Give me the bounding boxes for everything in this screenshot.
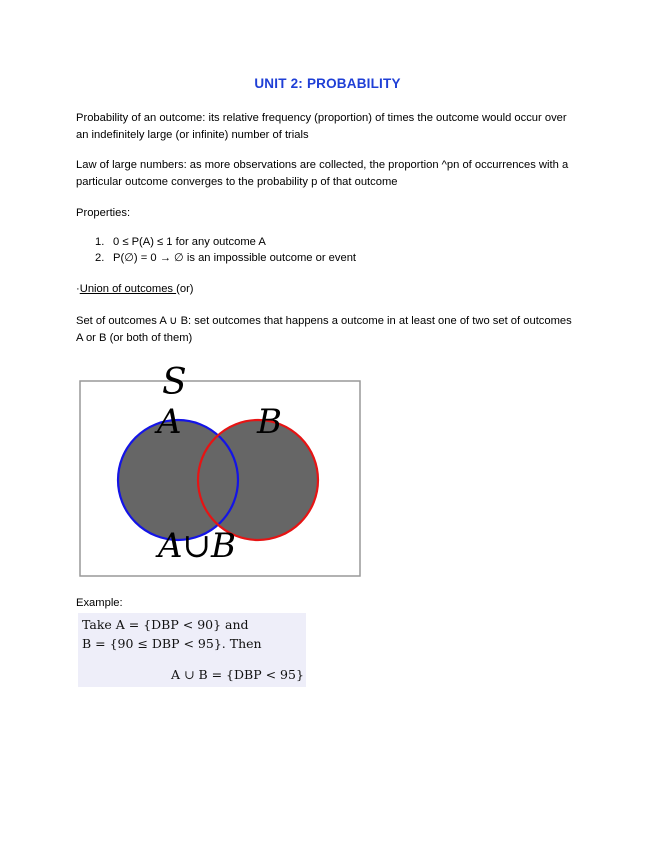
label-a: A xyxy=(157,402,182,442)
property-text: P(∅) = 0 → ∅ is an impossible outcome or event xyxy=(113,252,357,264)
outcome-probability-paragraph: Probability of an outcome: its relative frequency (proportion) of times the outcome would occur over an indefinitely large (or infinite) number of trials xyxy=(76,112,567,141)
example-line-1: Take A = {DBP < 90} and xyxy=(82,617,249,632)
page-title: UNIT 2: PROBABILITY xyxy=(254,76,401,91)
property-item: 2. P(∅) = 0 → ∅ is an impossible outcome or event xyxy=(95,252,357,264)
property-text: 0 ≤ P(A) ≤ 1 for any outcome A xyxy=(113,236,266,248)
label-s: S xyxy=(162,363,187,403)
example-line-3: A ∪ B = {DBP < 95} xyxy=(171,667,304,682)
union-heading-suffix: (or) xyxy=(176,283,194,295)
union-heading xyxy=(76,283,194,295)
law-of-large-numbers-paragraph: Law of large numbers: as more observations are collected, the proportion ^pn of occurrences with a particular outcome converges to the probability p of that outcome xyxy=(76,159,569,188)
label-union: A∪B xyxy=(158,526,237,566)
example-box xyxy=(78,613,306,687)
example-label: Example: xyxy=(76,597,123,609)
union-definition-paragraph: Set of outcomes A ∪ B: set outcomes that happens a outcome in at least one of two set of outcomes A or B (or both of them) xyxy=(76,315,572,344)
example-line-2: B = {90 ≤ DBP < 95}. Then xyxy=(82,636,262,651)
properties-list xyxy=(76,234,356,266)
union-heading-bullet: · xyxy=(76,283,80,295)
properties-label: Properties: xyxy=(76,207,131,219)
union-heading-link: Union of outcomes xyxy=(79,283,177,295)
venn-diagram xyxy=(78,363,364,579)
property-item: 1. 0 ≤ P(A) ≤ 1 for any outcome A xyxy=(95,236,266,248)
label-b: B xyxy=(257,402,282,442)
